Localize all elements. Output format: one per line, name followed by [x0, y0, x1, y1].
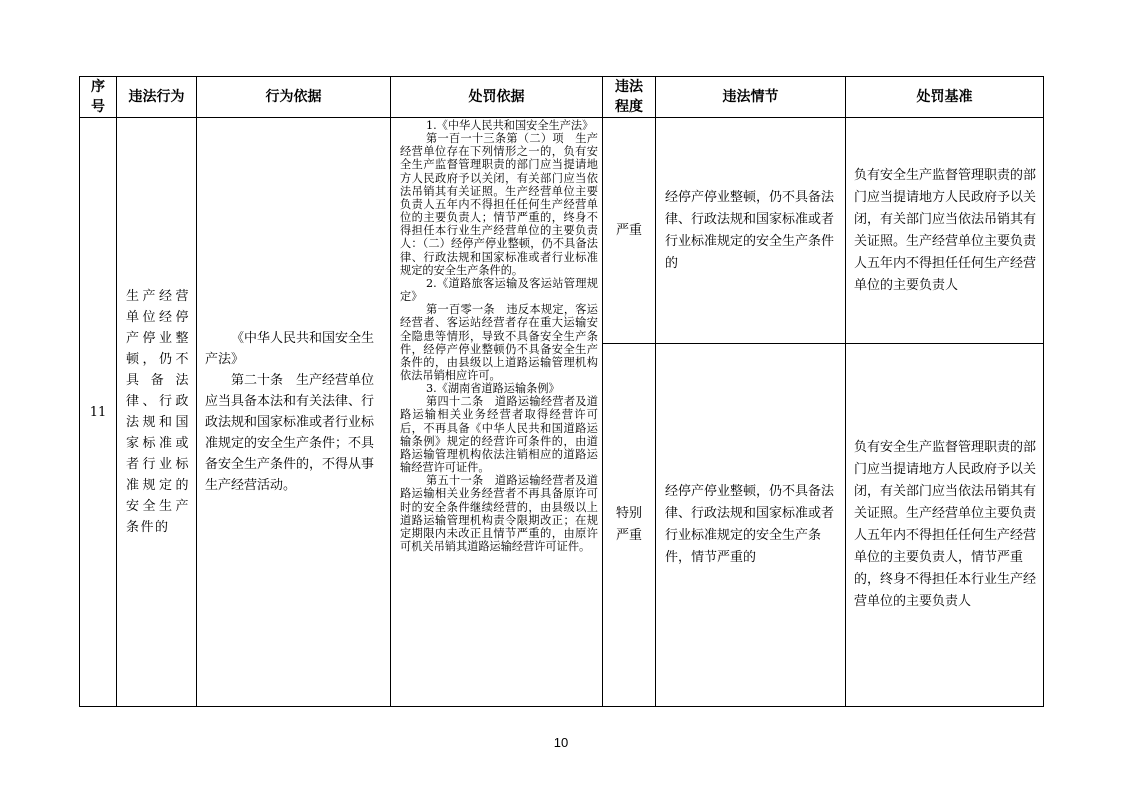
plot-especially-serious: 经停产停业整顿，仍不具备法律、行政法规和国家标准或者行业标准规定的安全生产条件，情节严重的	[656, 344, 846, 707]
severity-especially-serious-label: 特别严重	[616, 506, 643, 543]
page-number: 10	[553, 735, 569, 750]
standard-serious: 负有安全生产监督管理职责的部门应当提请地方人民政府予以关闭，有关部门应当依法吊销其有关证照。生产经营单位主要负责人五年内不得担任任何生产经营单位的主要负责人	[846, 118, 1044, 344]
penalty-law-3-article-51: 第五十一条 道路运输经营者及道路运输相关业务经营者不再具备原许可时的安全条件继续经营的，由县级以上道路运输管理机构责令限期改正；在规定期限内未改正且情节严重的，由原许可机关吊销其道路运输经营许可证件。	[400, 474, 598, 553]
penalty-law-1-title: 1.《中华人民共和国安全生产法》	[426, 119, 594, 132]
header-plot: 违法情节	[656, 77, 846, 118]
penalty-law-2-title: 2.《道路旅客运输及客运站管理规定》	[400, 276, 598, 304]
penalty-law-1-article: 第一百一十三条第（二）项 生产经营单位存在下列情形之一的，负有安全生产监督管理职责的部门应当提请地方人民政府予以关闭，有关部门应当依法吊销其有关证照。生产经营单位主要负责人五年内不得担任任何生产经营单位的主要负责人；情节严重的，终身不得担任本行业生产经营单位的主要负责人：（二）经停产停业整顿，仍不具备法律、行政法规和国家标准或者行业标准规定的安全生产条件的。	[400, 132, 598, 277]
violation-cell: 生产经营单位经停产停业整顿，仍不具备法律、行政法规和国家标准或者行业标准规定的安全生产条件的	[117, 118, 197, 707]
penalty-law-3-title: 3.《湖南省道路运输条例》	[426, 382, 560, 396]
penalty-law-3-article-42: 第四十二条 道路运输经营者及道路运输相关业务经营者取得经营许可后，不再具备《中华人民共和国道路运输条例》规定的经营许可条件的，由道路运输管理机构依法注销相应的道路运输经营许可证件。	[400, 395, 598, 475]
penalty-basis-cell	[391, 118, 603, 707]
header-severity: 违法程度	[603, 77, 656, 118]
standard-especially-serious: 负有安全生产监督管理职责的部门应当提请地方人民政府予以关闭，有关部门应当依法吊销其有关证照。生产经营单位主要负责人五年内不得担任任何生产经营单位的主要负责人，情节严重的，终身不得担任本行业生产经营单位的主要负责人	[846, 344, 1044, 707]
header-violation: 违法行为	[117, 77, 197, 118]
severity-serious: 严重	[603, 118, 656, 344]
basis-cell	[197, 118, 391, 707]
header-standard: 处罚基准	[846, 77, 1044, 118]
penalty-standard-table	[79, 76, 1044, 707]
table-row	[80, 118, 1044, 344]
penalty-law-2-article: 第一百零一条 违反本规定，客运经营者、客运站经营者存在重大运输安全隐患等情形，导致不具备安全生产条件，经停产停业整顿仍不具备安全生产条件的，由县级以上道路运输管理机构依法吊销相应许可。	[400, 303, 598, 382]
severity-especially-serious	[603, 344, 656, 707]
header-basis: 行为依据	[197, 77, 391, 118]
basis-article: 第二十条 生产经营单位应当具备本法和有关法律、行政法规和国家标准或者行业标准规定的安全生产条件；不具备安全生产条件的，不得从事生产经营活动。	[205, 373, 375, 493]
basis-law-title: 《中华人民共和国安全生产法》	[205, 331, 375, 367]
header-penalty-basis: 处罚依据	[391, 77, 603, 118]
plot-serious: 经停产停业整顿，仍不具备法律、行政法规和国家标准或者行业标准规定的安全生产条件的	[656, 118, 846, 344]
header-no: 序号	[80, 77, 117, 118]
header-row	[80, 77, 1044, 118]
row-number: 11	[80, 118, 117, 707]
